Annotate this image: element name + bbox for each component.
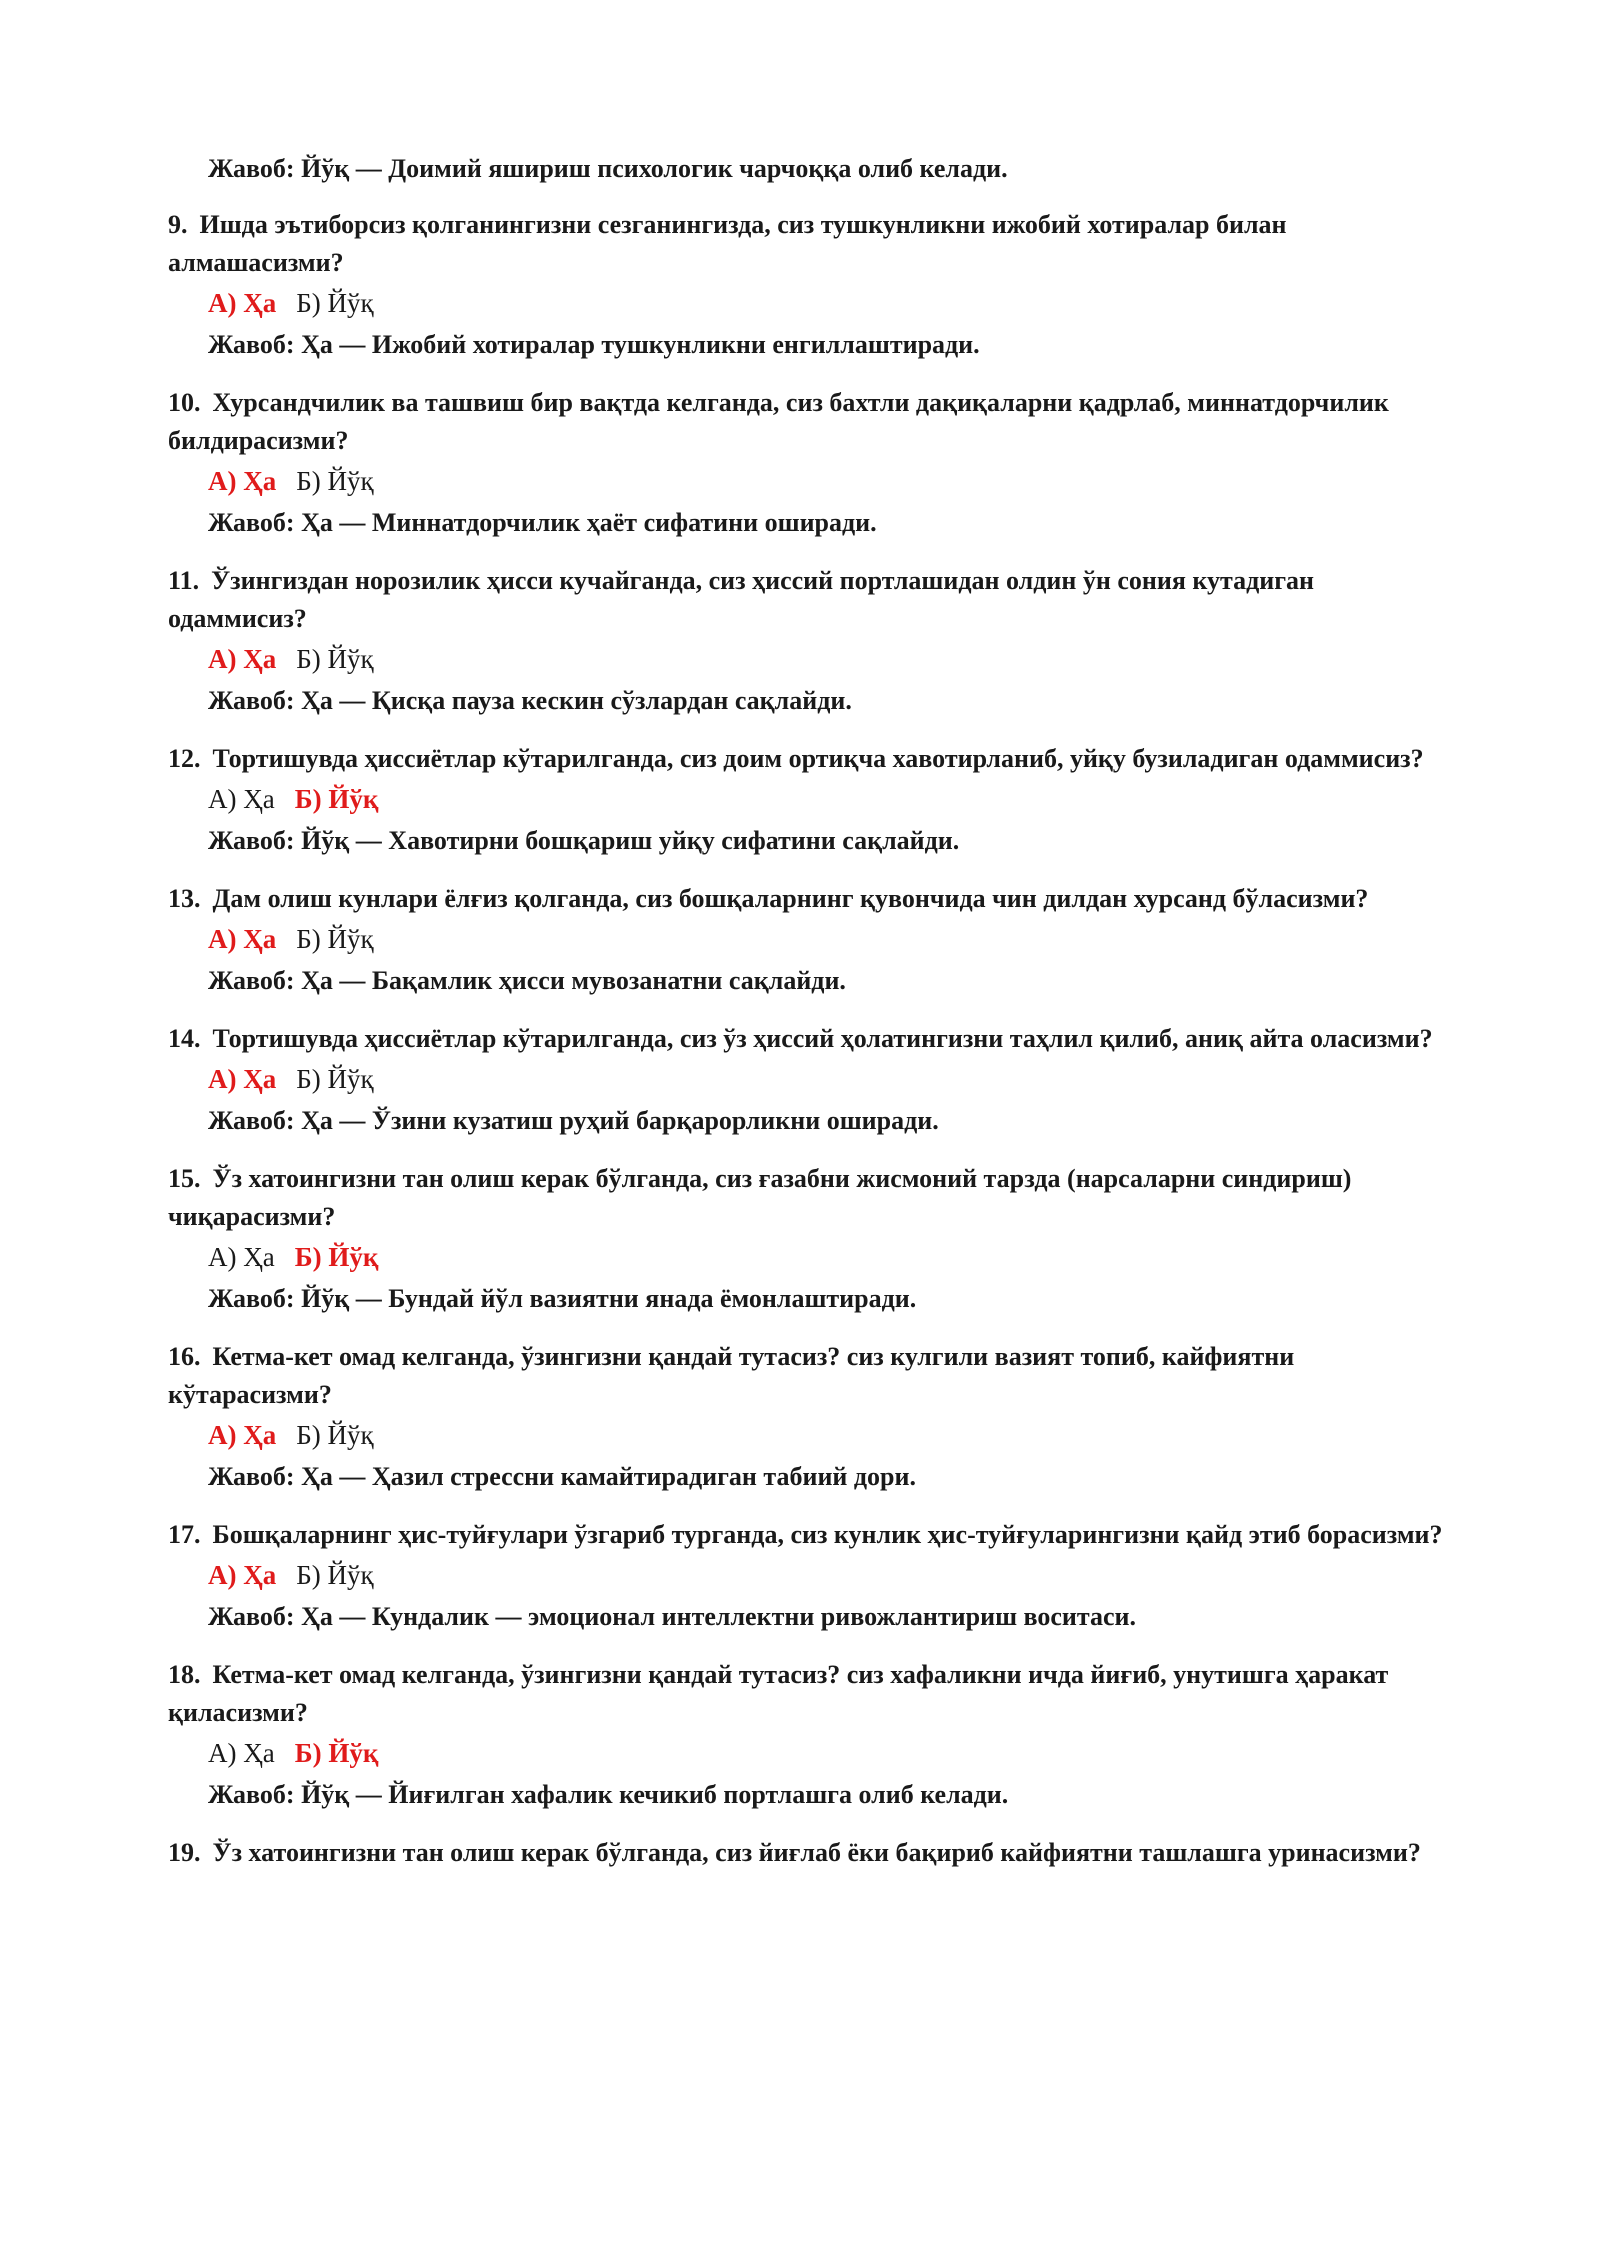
- option-b: Б) Йўқ: [296, 1420, 374, 1450]
- option-b: Б) Йўқ: [296, 924, 374, 954]
- question-item: [168, 562, 1458, 722]
- question-item: [168, 1020, 1458, 1142]
- question-number: 9.: [168, 210, 188, 239]
- question-item: [168, 1656, 1458, 1816]
- answer-explanation: Жавоб: Ҳа — Бақамлик ҳисси мувозанатни сақлайди.: [208, 966, 846, 995]
- option-b: Б) Йўқ: [296, 1064, 374, 1094]
- question-options: [208, 460, 1458, 502]
- question-number: 10.: [168, 388, 201, 417]
- question-text: 16. Кетма-кет омад келганда, ўзингизни қандай тутасиз? сиз кулгили вазият топиб, кайфиятни кўтарасизми?: [168, 1342, 1295, 1409]
- answer-explanation: Жавоб: Йўқ — Хавотирни бошқариш уйқу сифатини сақлайди.: [208, 826, 960, 855]
- option-b: Б) Йўқ: [296, 1560, 374, 1590]
- question-number: 12.: [168, 744, 201, 773]
- question-options: [208, 282, 1458, 324]
- option-a: А) Ҳа: [208, 644, 277, 674]
- option-a: А) Ҳа: [208, 466, 277, 496]
- answer-explanation: Жавоб: Ҳа — Ўзини кузатиш руҳий барқарорликни оширади.: [208, 1106, 939, 1135]
- question-text: 14. Тортишувда ҳиссиётлар кўтарилганда, сиз ўз ҳиссий ҳолатингизни таҳлил қилиб, аниқ айта оласизми?: [168, 1024, 1433, 1053]
- option-b: Б) Йўқ: [294, 1738, 379, 1768]
- question-item: [168, 1516, 1458, 1638]
- question-text: 17. Бошқаларнинг ҳис-туйғулари ўзгариб турганда, сиз кунлик ҳис-туйғуларингизни қайд этиб борасизми?: [168, 1520, 1443, 1549]
- document-page: [168, 150, 1458, 1890]
- question-number: 11.: [168, 566, 200, 595]
- option-a: А) Ҳа: [208, 1560, 277, 1590]
- question-number: 17.: [168, 1520, 201, 1549]
- answer-explanation: Жавоб: Йўқ — Бундай йўл вазиятни янада ёмонлаштиради.: [208, 1284, 917, 1313]
- option-a: А) Ҳа: [208, 1420, 277, 1450]
- question-options: [208, 1414, 1458, 1456]
- question-text: 19. Ўз хатоингизни тан олиш керак бўлганда, сиз йиғлаб ёки бақириб кайфиятни ташлашга уринасизми?: [168, 1838, 1421, 1867]
- option-a: А) Ҳа: [208, 784, 275, 814]
- option-b: Б) Йўқ: [296, 288, 374, 318]
- question-options: [208, 1554, 1458, 1596]
- question-text: 18. Кетма-кет омад келганда, ўзингизни қандай тутасиз? сиз хафаликни ичда йиғиб, унутишга ҳаракат қиласизми?: [168, 1660, 1389, 1727]
- question-item: [168, 1160, 1458, 1320]
- question-options: [208, 1732, 1458, 1774]
- option-b: Б) Йўқ: [296, 644, 374, 674]
- question-options: [208, 1236, 1458, 1278]
- question-item: [168, 1834, 1458, 1872]
- option-b: Б) Йўқ: [294, 784, 379, 814]
- question-item: [168, 880, 1458, 1002]
- answer-explanation: Жавоб: Йўқ — Йиғилган хафалик кечикиб портлашга олиб келади.: [208, 1780, 1009, 1809]
- option-a: А) Ҳа: [208, 924, 277, 954]
- question-text: 13. Дам олиш кунлари ёлғиз қолганда, сиз бошқаларнинг қувончида чин дилдан хурсанд бўласизми?: [168, 884, 1369, 913]
- option-b: Б) Йўқ: [294, 1242, 379, 1272]
- question-number: 15.: [168, 1164, 201, 1193]
- question-item: [168, 1338, 1458, 1498]
- answer-explanation: Жавоб: Ҳа — Ҳазил стрессни камайтирадиган табиий дори.: [208, 1462, 916, 1491]
- question-number: 18.: [168, 1660, 201, 1689]
- question-options: [208, 1058, 1458, 1100]
- answer-explanation: Жавоб: Ҳа — Қисқа пауза кескин сўзлардан сақлайди.: [208, 686, 852, 715]
- question-text: 12. Тортишувда ҳиссиётлар кўтарилганда, сиз доим ортиқча хавотирланиб, уйқу бузиладиган одаммисиз?: [168, 744, 1424, 773]
- question-number: 16.: [168, 1342, 201, 1371]
- question-text: 11. Ўзингиздан норозилик ҳисси кучайганда, сиз ҳиссий портлашидан олдин ўн сония кутадиган одаммисиз?: [168, 566, 1315, 633]
- option-a: А) Ҳа: [208, 1064, 277, 1094]
- question-number: 19.: [168, 1838, 201, 1867]
- question-options: [208, 918, 1458, 960]
- question-item: [168, 384, 1458, 544]
- option-a: А) Ҳа: [208, 288, 277, 318]
- answer-explanation: Жавоб: Ҳа — Ижобий хотиралар тушкунликни енгиллаштиради.: [208, 330, 980, 359]
- question-text: 15. Ўз хатоингизни тан олиш керак бўлганда, сиз ғазабни жисмоний тарзда (нарсаларни синдириш) чиқарасизми?: [168, 1164, 1352, 1231]
- question-item: [168, 206, 1458, 366]
- question-number: 14.: [168, 1024, 201, 1053]
- answer-explanation: Жавоб: Йўқ — Доимий яшириш психологик чарчоққа олиб келади.: [208, 154, 1008, 183]
- answer-explanation: Жавоб: Ҳа — Кундалик — эмоционал интеллектни ривожлантириш воситаси.: [208, 1602, 1137, 1631]
- question-text: 9. Ишда эътиборсиз қолганингизни сезганингизда, сиз тушкунликни ижобий хотиралар билан алмашасизми?: [168, 210, 1287, 277]
- option-a: А) Ҳа: [208, 1738, 275, 1768]
- question-options: [208, 638, 1458, 680]
- option-a: А) Ҳа: [208, 1242, 275, 1272]
- question-item: [168, 740, 1458, 862]
- question-number: 13.: [168, 884, 201, 913]
- option-b: Б) Йўқ: [296, 466, 374, 496]
- answer-explanation: Жавоб: Ҳа — Миннатдорчилик ҳаёт сифатини оширади.: [208, 508, 877, 537]
- question-options: [208, 778, 1458, 820]
- question-text: 10. Хурсандчилик ва ташвиш бир вақтда келганда, сиз бахтли дақиқаларни қадрлаб, миннатдорчилик билдирасизми?: [168, 388, 1389, 455]
